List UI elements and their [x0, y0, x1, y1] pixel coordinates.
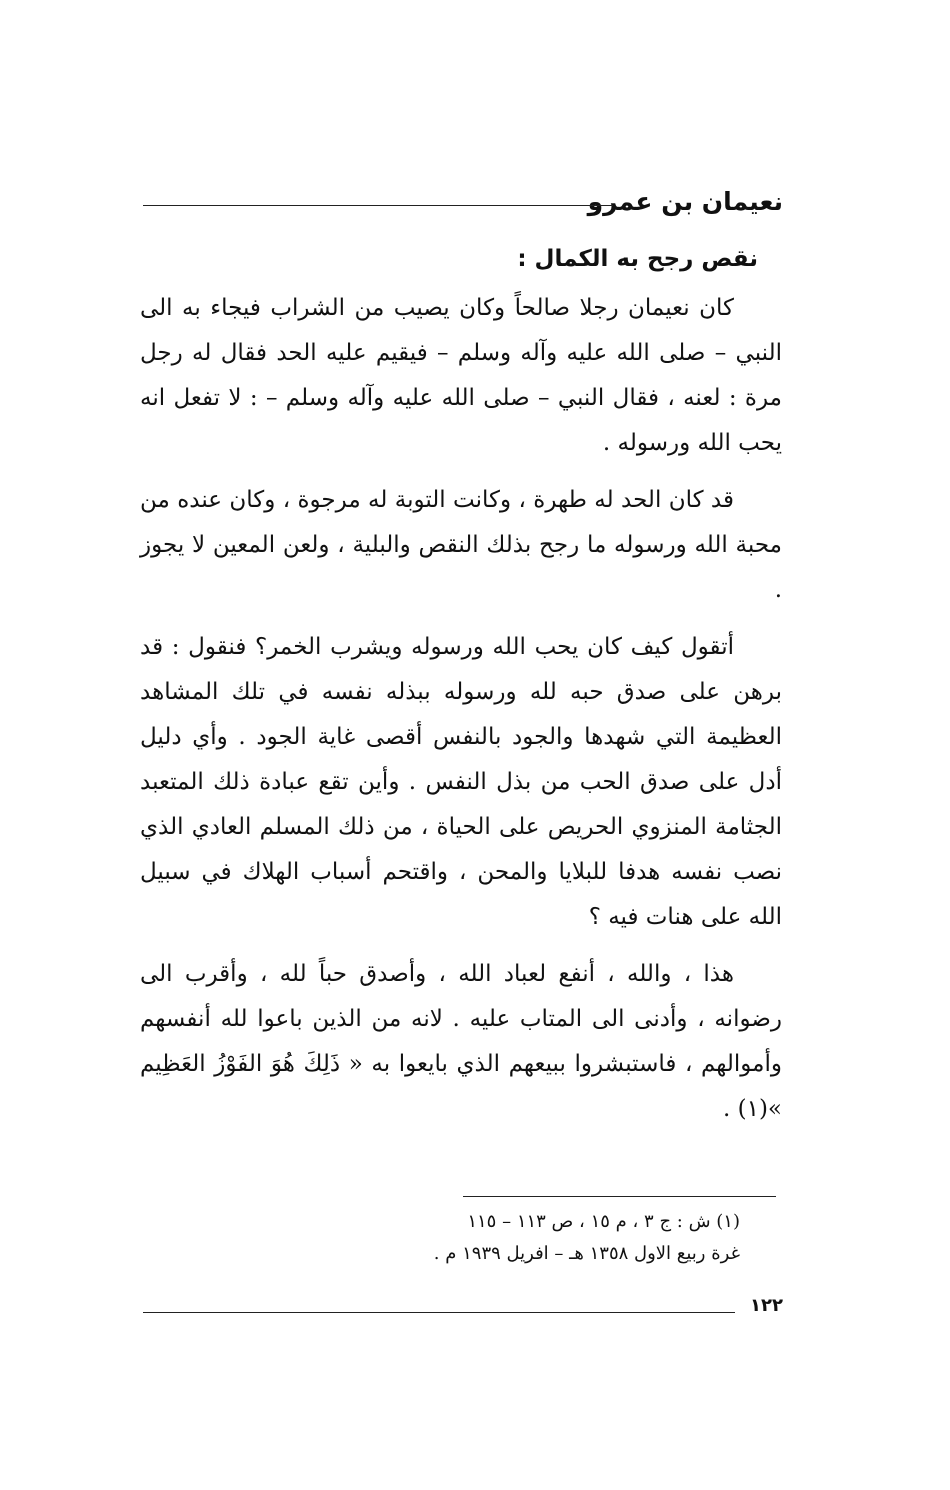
- page-number: ١٢٢: [750, 1295, 783, 1316]
- page-body: [140, 236, 782, 1132]
- footnotes: [250, 1206, 740, 1270]
- paragraph-3: أتقول كيف كان يحب الله ورسوله ويشرب الخمر؟ فنقول : قد برهن على صدق حبه لله ورسوله ببذله نفسه في تلك المشاهد العظيمة التي شهدها والجود بالنفس أقصى غاية الجود . وأي دليل أدل على صدق الحب من بذل النفس . وأين تقع عبادة ذلك المتعبد الجثامة المنزوي الحريص على الحياة ، من ذلك المسلم العادي الذي نصب نفسه هدفا للبلايا والمحن ، واقتحم أسباب الهلاك في سبيل الله على هنات فيه ؟: [140, 634, 782, 930]
- footnote-rule: [463, 1196, 776, 1197]
- section-heading: نقص رجح به الكمال :: [517, 246, 758, 272]
- paragraph-2: قد كان الحد له طهرة ، وكانت التوبة له مرجوة ، وكان عنده من محبة الله ورسوله ما رجح بذلك النقص والبلية ، ولعن المعين لا يجوز .: [140, 487, 782, 603]
- header-rule: [143, 205, 613, 206]
- paragraph-1: كان نعيمان رجلا صالحاً وكان يصيب من الشراب فيجاء به الى النبي – صلى الله عليه وآله وسلم – فيقيم عليه الحد فقال له رجل مرة : لعنه ، فقال النبي – صلى الله عليه وآله وسلم – : لا تفعل انه يحب الله ورسوله .: [140, 295, 782, 456]
- footnote-1: (١) ش : ج ٣ ، م ١٥ ، ص ١١٣ – ١١٥: [467, 1211, 740, 1232]
- paragraph-4: هذا ، والله ، أنفع لعباد الله ، وأصدق حباً لله ، وأقرب الى رضوانه ، وأدنى الى المتاب عليه . لانه من الذين باعوا لله أنفسهم وأموالهم ، فاستبشروا ببيعهم الذي بايعوا به « ذَلِكَ هُوَ الفَوْزُ العَظِيم »(١) .: [140, 961, 782, 1122]
- page-footer: [143, 1290, 783, 1330]
- running-header: [143, 182, 783, 232]
- footnote-date: غرة ربيع الاول ١٣٥٨ هـ – افريل ١٩٣٩ م .: [433, 1243, 740, 1264]
- running-header-title: نعيمان بن عمرو: [587, 187, 783, 216]
- footer-rule: [143, 1312, 735, 1313]
